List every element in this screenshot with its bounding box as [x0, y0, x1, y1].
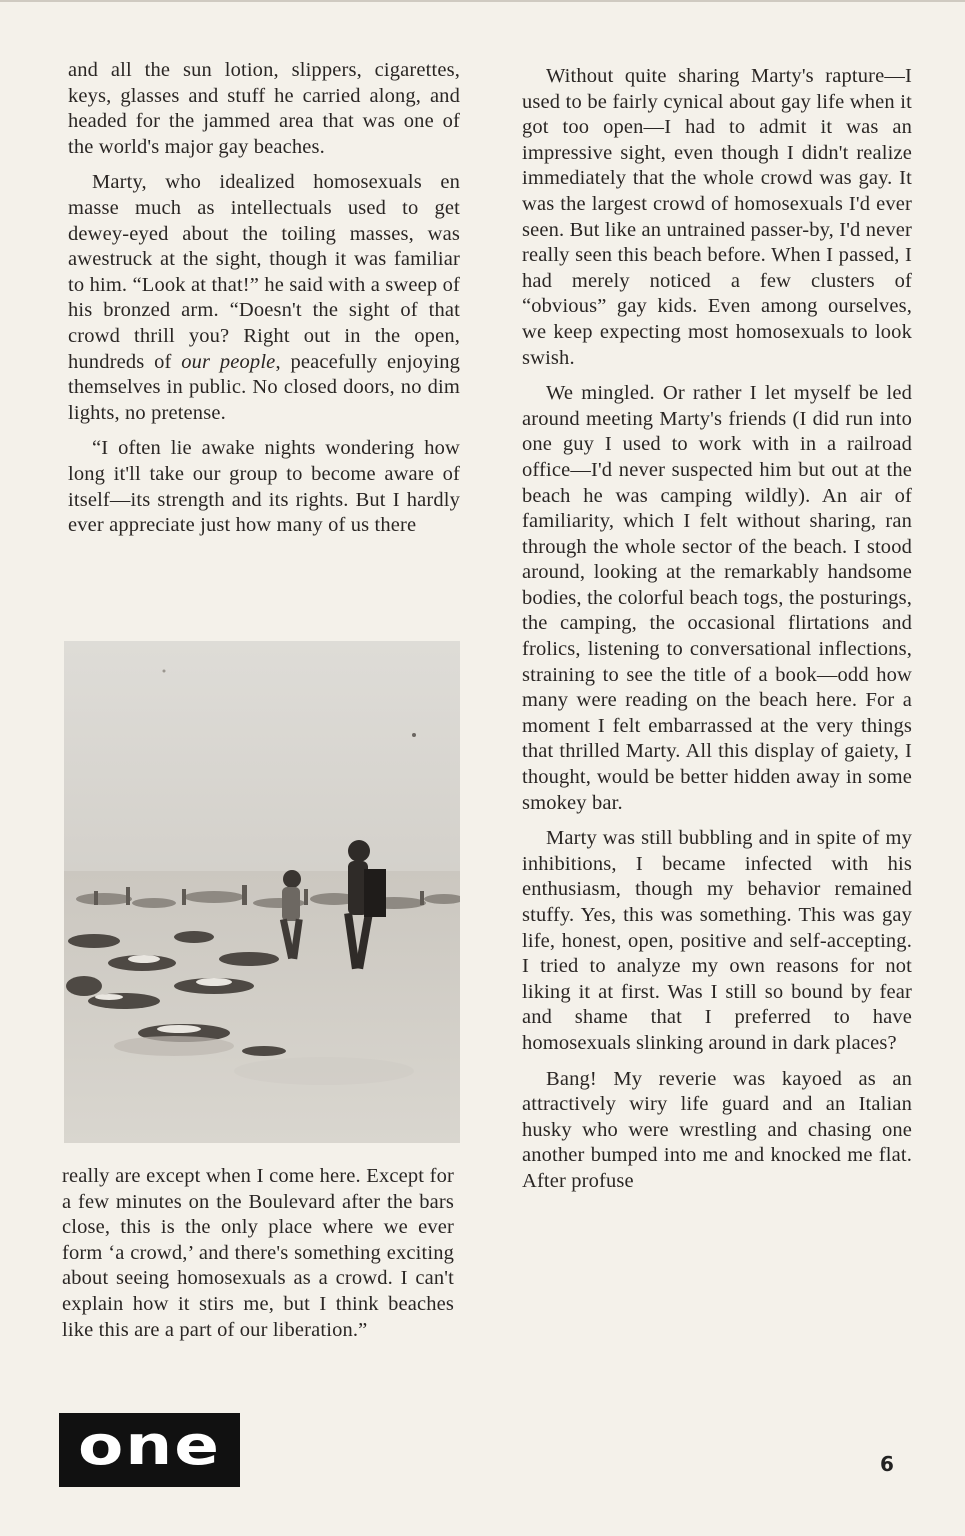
paragraph: and all the sun lotion, slippers, cigarettes, keys, glasses and stuff he carried along, and headed for the jammed area that was one of the world's major gay beaches. [68, 59, 460, 158]
paragraph: Bang! My reverie was kayoed as an attractively wiry life guard and an Italian husky who were wrestling and chasing one another bumped into me and knocked me flat. After profuse [522, 1067, 912, 1192]
beach-photo-illustration [64, 641, 460, 1143]
right-column [522, 64, 912, 1205]
emphasis-our-people: our people [181, 350, 276, 373]
logo-text: one [77, 1414, 222, 1478]
paragraph: We mingled. Or rather I let myself be led around meeting Marty's friends (I did run into one guy I used to work with in a railroad office—I'd never suspected him but out at the beach he was camping wildly). An air of familiarity, which I felt without sharing, ran through the whole sector of the beach. I stood around, looking at the remarkably handsome bodies, the colorful beach togs, the posturings, the camping, the occasional flirtations and frolics, listening to conversational inflections, straining to see the title of a book—odd how many were reading on the beach here. For a moment I felt embarrassed at the very things that thrilled Marty. All this display of gaiety, I thought, would be better hidden away in some smokey bar. [522, 382, 912, 814]
left-column-top [68, 58, 460, 549]
top-rule [0, 0, 965, 2]
paragraph: Marty, who idealized homosexuals en masse much as intellectuals used to get dewey-eyed about the toiling masses, was awestruck at the sight, though it was familiar to him. “Look at that!” he said with a sweep of his bronzed arm. “Doesn't the sight of that crowd thrill you? Right out in the open, hundreds of our people, peacefully enjoying themselves in public. No closed doors, no dim lights, no pretense. [68, 171, 460, 424]
beach-crowd-photo [64, 641, 460, 1143]
one-magazine-logo [59, 1413, 240, 1487]
paragraph: “I often lie awake nights wondering how long it'll take our group to become aware of itself—its strength and its rights. But I hardly ever appreciate just how many of us there [68, 437, 460, 537]
paragraph: Without quite sharing Marty's rapture—I used to be fairly cynical about gay life when it got too open—I had to admit it was an impressive sight, even though I didn't realize immediately that the whole crowd was gay. It was the largest crowd of homosexuals I'd ever seen. But like an untrained passer-by, I'd never really seen this beach before. When I passed, I had merely noticed a few clusters of “obvious” gay kids. Even among ourselves, we keep expecting most homosexuals to look swish. [522, 65, 912, 369]
paragraph: really are except when I come here. Except for a few minutes on the Boulevard after the bars close, this is the only place where we ever form ‘a crowd,’ and there's something exciting about seeing homosexuals as a crowd. I can't explain how it stirs me, but I think beaches like this are a part of our liberation.” [62, 1165, 454, 1341]
left-column-bottom [62, 1164, 454, 1353]
paragraph: Marty was still bubbling and in spite of my inhibitions, I became infected with his enthusiasm, though my behavior remained stuffy. Yes, this was something. This was gay life, honest, open, positive and self-accepting. I tried to analyze my own reasons for not liking it at first. Was I still so bound by fear and shame that I preferred to have homosexuals slinking around in dark places? [522, 827, 912, 1054]
page-number: 6 [880, 1452, 894, 1476]
